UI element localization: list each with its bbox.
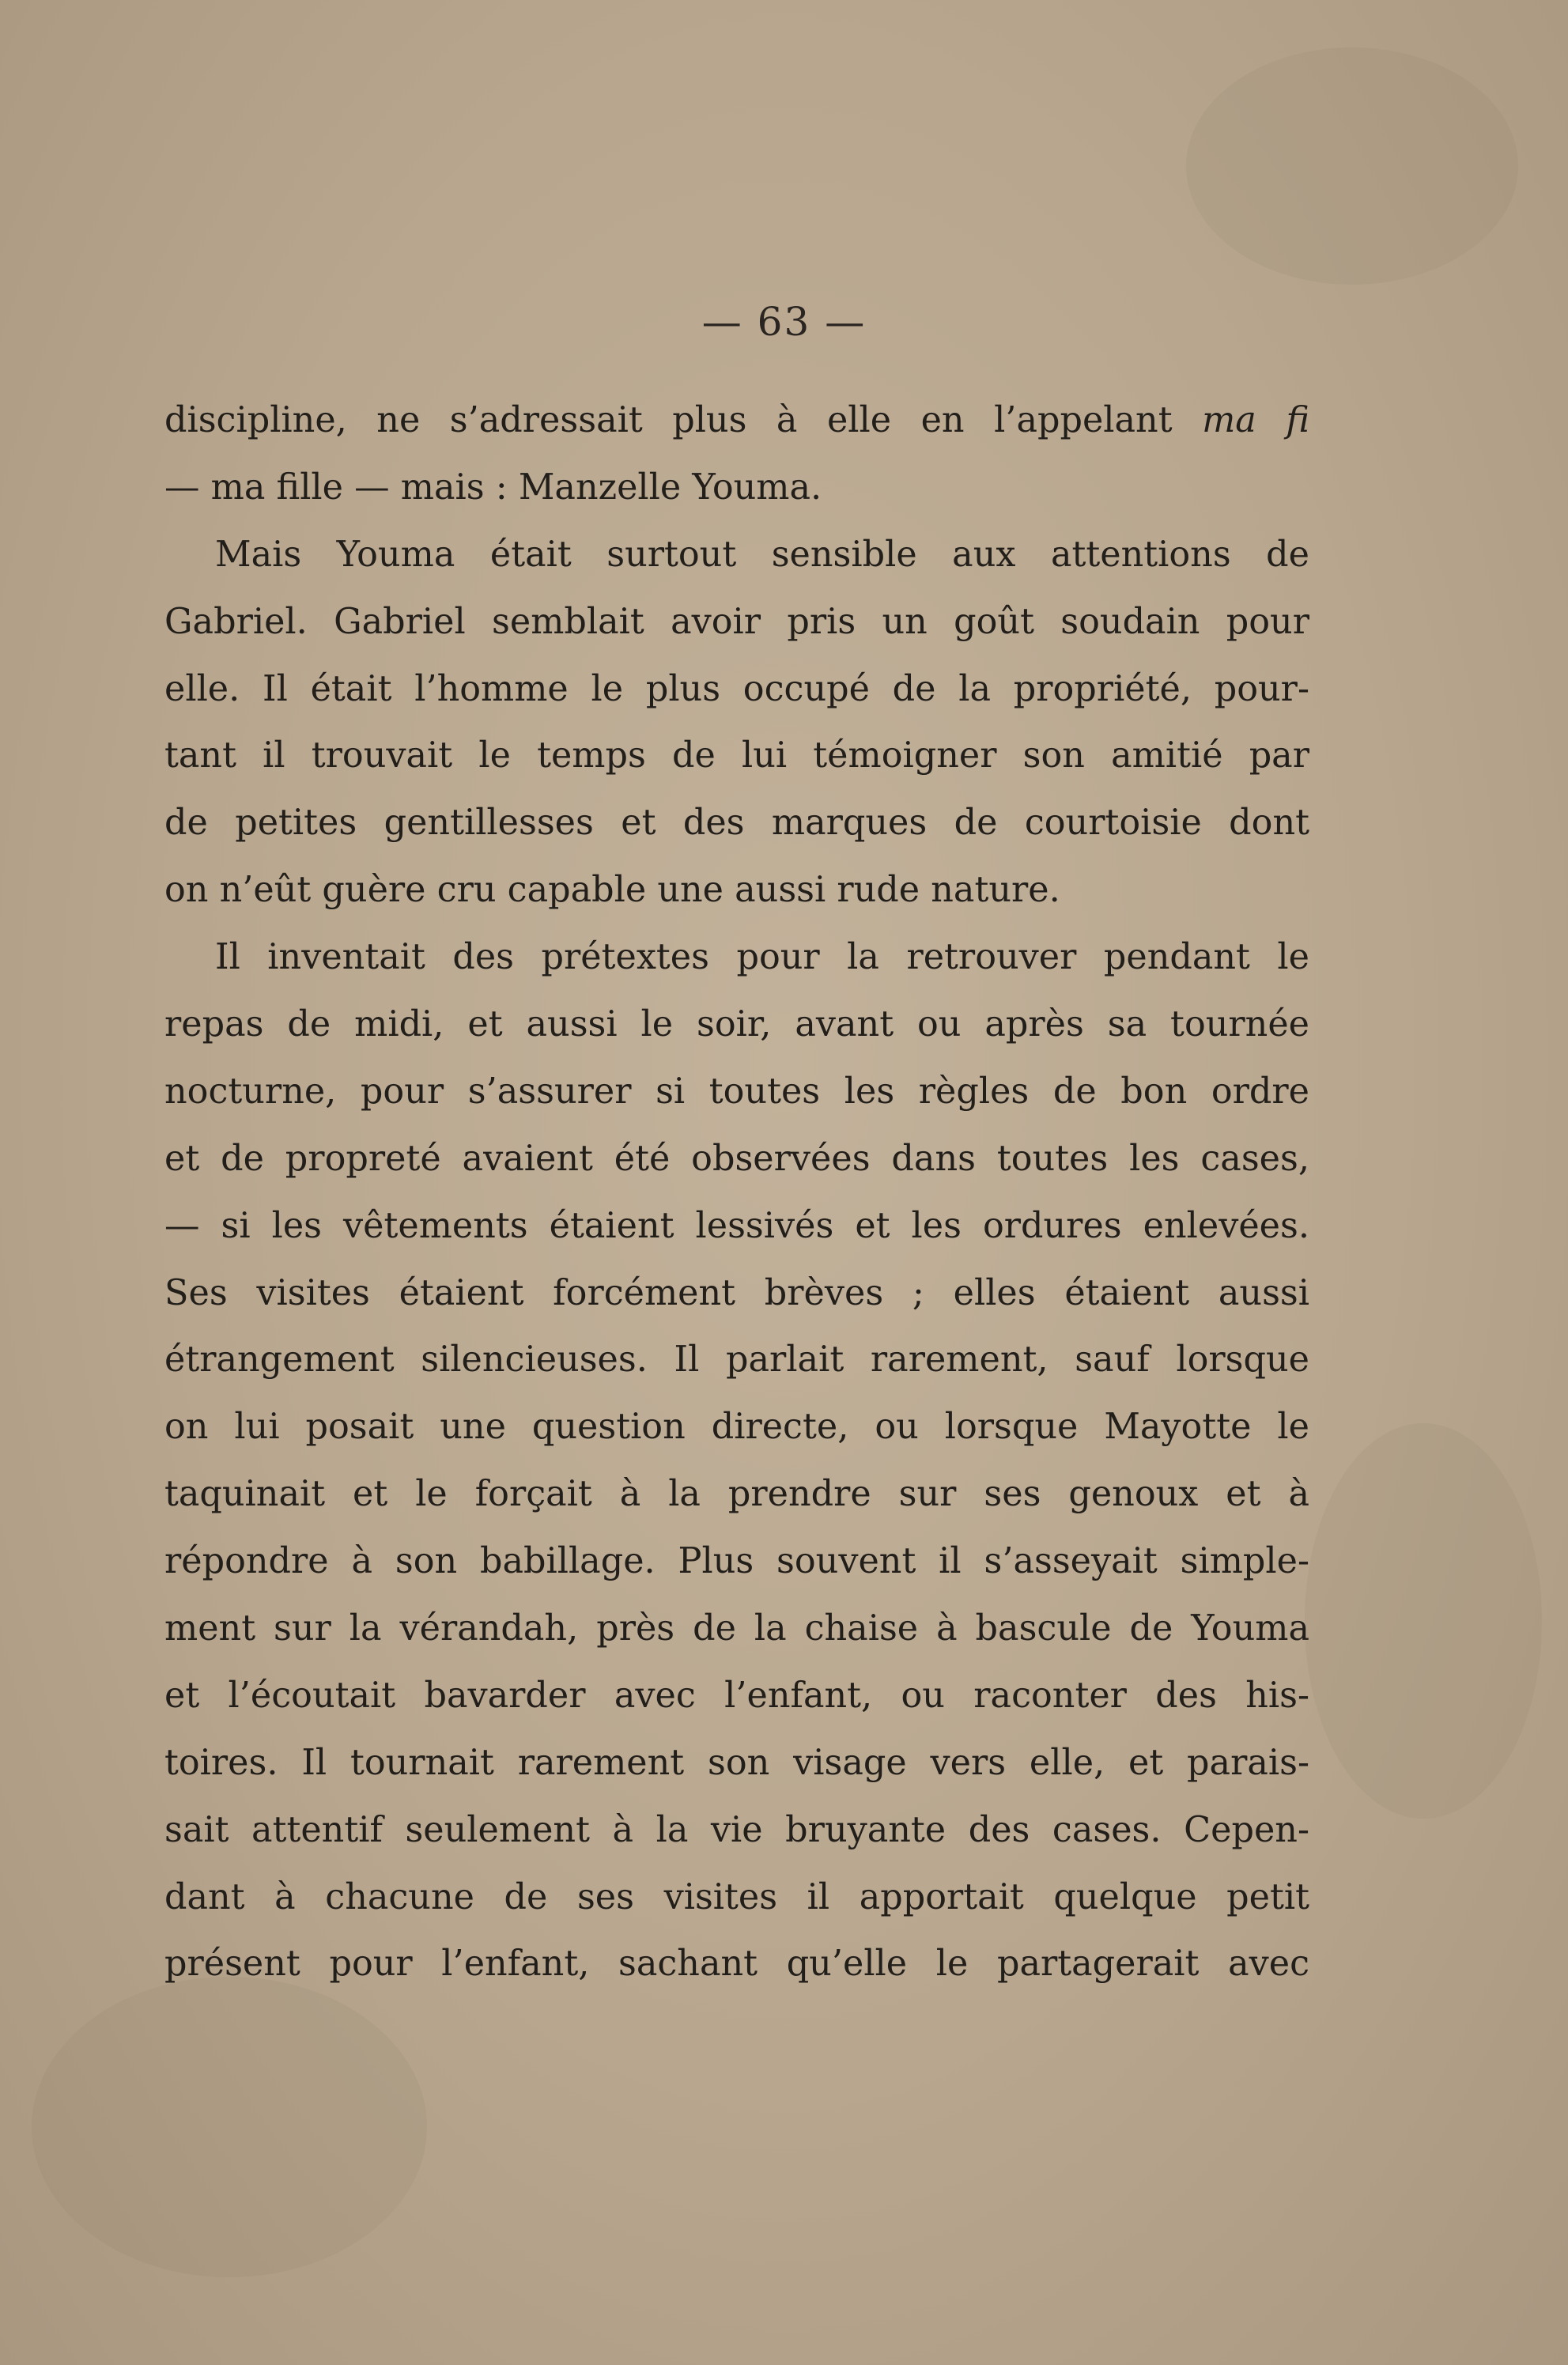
paper-stain bbox=[1186, 47, 1518, 285]
text-line: on lui posait une question directe, ou lorsque Mayotte le bbox=[164, 1407, 1309, 1448]
text-line: et l’écoutait bavarder avec l’enfant, ou raconter des his- bbox=[164, 1675, 1309, 1716]
text-line: Mais Youma était surtout sensible aux attentions de bbox=[215, 534, 1309, 575]
text-line: étrangement silencieuses. Il parlait rarement, sauf lorsque bbox=[164, 1339, 1309, 1381]
page-number: — 63 — bbox=[701, 299, 867, 345]
text-line: discipline, ne s’adressait plus à elle en l’appelant ma fi bbox=[164, 400, 1309, 440]
text-line: repas de midi, et aussi le soir, avant ou après sa tournée bbox=[164, 1004, 1309, 1045]
text-line: sait attentif seulement à la vie bruyante des cases. Cepen- bbox=[164, 1809, 1309, 1850]
text-line: taquinait et le forçait à la prendre sur ses genoux et à bbox=[164, 1474, 1309, 1515]
body-text bbox=[164, 387, 1309, 1998]
text-line: — ma fille — mais : Manzelle Youma. bbox=[164, 467, 822, 508]
text-line: dant à chacune de ses visites il apportait quelque petit bbox=[164, 1876, 1309, 1917]
text-line: tant il trouvait le temps de lui témoigner son amitié par bbox=[164, 735, 1309, 776]
text-line: — si les vêtements étaient lessivés et les ordures enlevées. bbox=[164, 1205, 1309, 1246]
text-line: de petites gentillesses et des marques de courtoisie dont bbox=[164, 803, 1309, 844]
text-line: présent pour l’enfant, sachant qu’elle le partagerait avec bbox=[164, 1944, 1309, 1985]
italic-text: ma fi bbox=[1202, 400, 1309, 440]
text-line: toires. Il tournait rarement son visage vers elle, et parais- bbox=[164, 1742, 1309, 1783]
text-line: répondre à son babillage. Plus souvent il s’asseyait simple- bbox=[164, 1541, 1309, 1582]
text-line: on n’eût guère cru capable une aussi rude nature. bbox=[164, 870, 1060, 911]
paper-stain bbox=[1305, 1423, 1542, 1819]
text-line: ment sur la vérandah, près de la chaise à bascule de Youma bbox=[164, 1608, 1309, 1649]
text-line: nocturne, pour s’assurer si toutes les règles de bon ordre bbox=[164, 1071, 1309, 1112]
text-line: elle. Il était l’homme le plus occupé de la propriété, pour- bbox=[164, 668, 1309, 709]
text-line: Ses visites étaient forcément brèves ; elles étaient aussi bbox=[164, 1272, 1309, 1313]
text-line: et de propreté avaient été observées dans toutes les cases, bbox=[164, 1138, 1309, 1179]
text-line: Gabriel. Gabriel semblait avoir pris un goût soudain pour bbox=[164, 601, 1309, 642]
paper-stain bbox=[32, 1977, 427, 2277]
text-line: Il inventait des prétextes pour la retrouver pendant le bbox=[215, 937, 1309, 978]
